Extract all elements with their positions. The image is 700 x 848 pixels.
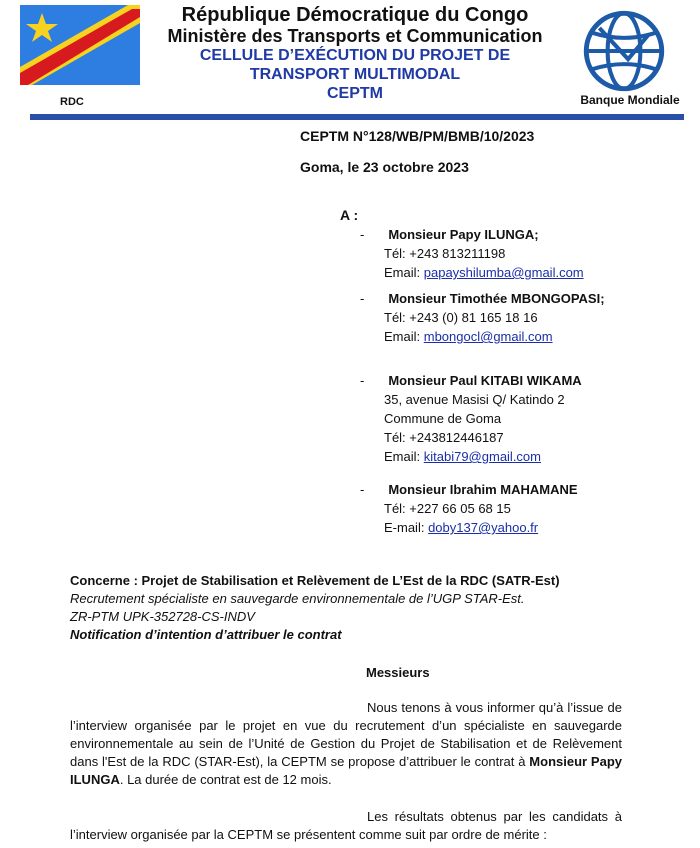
paragraph-results: Les résultats obtenus par les candidats à l’interview organisée par la CEPTM se présentent comme suit par ordre de mérite : <box>70 809 622 842</box>
recipient-email-link[interactable]: doby137@yahoo.fr <box>428 520 539 535</box>
cell-name-line1: CELLULE D’EXÉCUTION DU PROJET DE <box>199 47 511 64</box>
recipient-email-label: Email: <box>384 449 421 464</box>
addressee-label: A : <box>340 207 359 223</box>
ministry-name: Ministère des Transports et Communication <box>167 26 543 46</box>
recipient-dash: - <box>360 227 365 242</box>
subject-line-reference: ZR-PTM UPK-352728-CS-INDV <box>70 609 255 624</box>
recipient-email-link[interactable]: papayshilumba@gmail.com <box>423 265 584 280</box>
recipient-commune: Commune de Goma <box>384 411 502 426</box>
paragraph-award-text: Nous tenons à vous informer qu’à l’issue de l’interview organisée par le projet en vue du recrutement d’un spécialiste en sauvegarde environnementale au sein de l’Unité de Gestion du Projet de Stabilisation et de Relèvement dans l'Est de la RDC (STAR-Est), la CEPTM se propose d’attribuer le contrat à <box>70 700 622 769</box>
recipient-dash: - <box>360 373 365 388</box>
recipient-name: Monsieur Timothée MBONGOPASI; <box>388 291 605 306</box>
subject-line-recruitment: Recrutement spécialiste en sauvegarde environnementale de l’UGP STAR-Est. <box>70 591 525 606</box>
header-divider <box>30 114 684 120</box>
cell-acronym: CEPTM <box>327 85 383 102</box>
recipient-4 <box>360 480 578 537</box>
recipient-email-label: E-mail: <box>384 520 425 535</box>
recipient-dash: - <box>360 291 365 306</box>
recipient-phone: Tél: +243 (0) 81 165 18 16 <box>384 310 538 325</box>
world-bank-caption: Banque Mondiale <box>580 93 680 107</box>
country-name: République Démocratique du Congo <box>181 4 529 26</box>
recipient-address: 35, avenue Masisi Q/ Katindo 2 <box>384 392 565 407</box>
recipient-name: Monsieur Papy ILUNGA; <box>388 227 539 242</box>
recipient-email-link[interactable]: mbongocl@gmail.com <box>423 329 553 344</box>
recipient-phone: Tél: +227 66 05 68 15 <box>384 501 511 516</box>
recipient-dash: - <box>360 482 365 497</box>
letterhead-title-block <box>150 4 560 103</box>
drc-flag-emblem <box>20 5 140 85</box>
cell-name-line2: TRANSPORT MULTIMODAL <box>249 66 461 83</box>
flag-caption: RDC <box>60 96 84 108</box>
recipient-email-label: Email: <box>384 329 421 344</box>
paragraph-award <box>70 699 622 789</box>
recipient-name: Monsieur Paul KITABI WIKAMA <box>388 373 582 388</box>
recipient-name: Monsieur Ibrahim MAHAMANE <box>388 482 578 497</box>
reference-number: CEPTM N°128/WB/PM/BMB/10/2023 <box>300 128 535 144</box>
salutation: Messieurs <box>366 665 430 680</box>
recipient-email-link[interactable]: kitabi79@gmail.com <box>423 449 541 464</box>
paragraph-award-duration: . La durée de contrat est de 12 mois. <box>119 772 332 787</box>
awarded-candidate-name: Monsieur Papy ILUNGA <box>70 754 623 787</box>
subject-block <box>70 572 670 644</box>
recipient-3 <box>360 371 582 466</box>
recipient-2 <box>360 289 605 346</box>
world-bank-logo-icon <box>583 10 665 92</box>
recipient-phone: Tél: +243 813211198 <box>384 246 506 261</box>
recipient-email-label: Email: <box>384 265 421 280</box>
recipient-phone: Tél: +243812446187 <box>384 430 504 445</box>
recipient-1 <box>360 225 584 282</box>
subject-line-notification: Notification d’intention d’attribuer le contrat <box>70 627 342 642</box>
date-line: Goma, le 23 octobre 2023 <box>300 159 469 175</box>
subject-title: Concerne : Projet de Stabilisation et Relèvement de L’Est de la RDC (SATR-Est) <box>70 573 560 588</box>
